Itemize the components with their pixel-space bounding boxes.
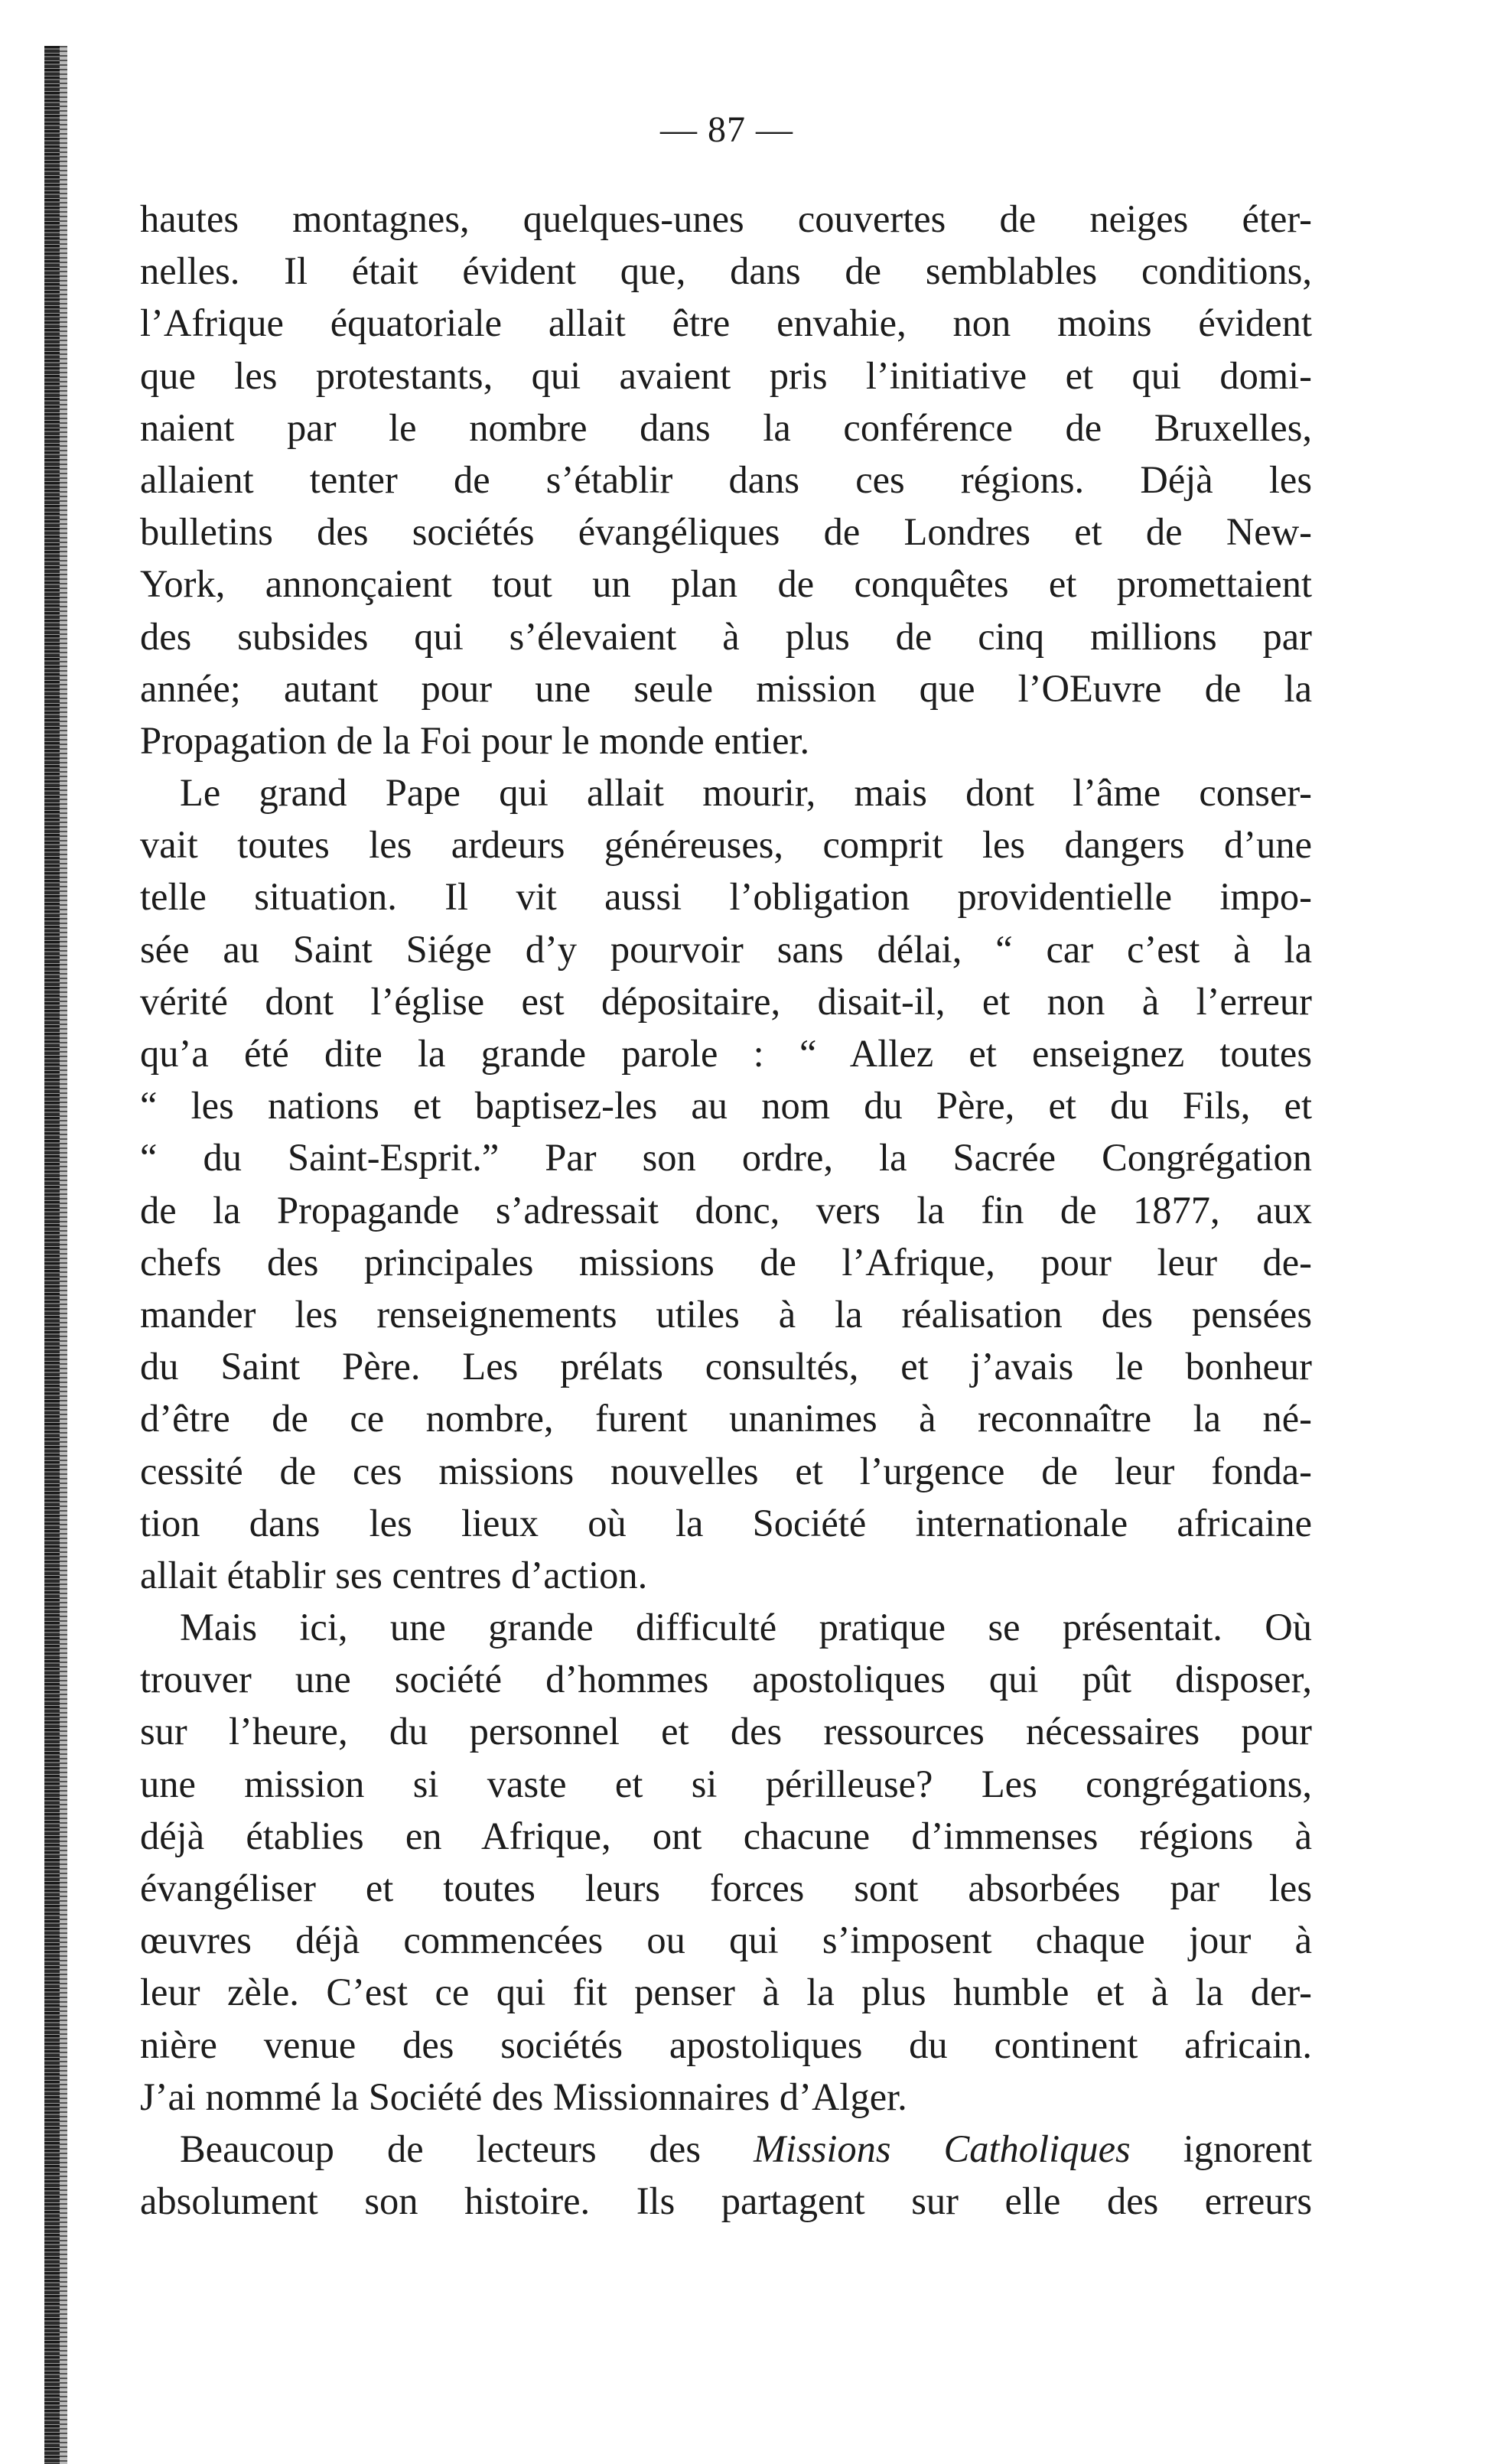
- text-line: des subsides qui s’élevaient à plus de cinq millions par: [140, 614, 1312, 658]
- text-line: l’Afrique équatoriale allait être envahie, non moins évident: [140, 301, 1312, 345]
- text-line: “ les nations et baptisez-les au nom du Père, et du Fils, et: [140, 1084, 1312, 1128]
- text-line: une mission si vaste et si périlleuse? Les congrégations,: [140, 1762, 1312, 1805]
- text-line: tion dans les lieux où la Société internationale africaine: [140, 1501, 1312, 1544]
- text-line: d’être de ce nombre, furent unanimes à reconnaître la né-: [140, 1397, 1312, 1440]
- text-line: allaient tenter de s’établir dans ces régions. Déjà les: [140, 457, 1312, 501]
- text-line: année; autant pour une seule mission que l’OEuvre de la: [140, 666, 1312, 710]
- text-run: Beaucoup de lecteurs des: [180, 2127, 754, 2170]
- text-line: mander les renseignements utiles à la réalisation des pensées: [140, 1292, 1312, 1336]
- text-line: J’ai nommé la Société des Missionnaires d’Alger.: [140, 2075, 907, 2118]
- text-line: Mais ici, une grande difficulté pratique se présentait. Où: [180, 1606, 1312, 1649]
- text-line: bulletins des sociétés évangéliques de Londres et de New-: [140, 510, 1312, 554]
- text-line: nière venue des sociétés apostoliques du continent africain.: [140, 2023, 1312, 2066]
- text-line: cessité de ces missions nouvelles et l’urgence de leur fonda-: [140, 1449, 1312, 1492]
- text-line: trouver une société d’hommes apostoliques qui pût disposer,: [140, 1658, 1312, 1701]
- text-line: évangéliser et toutes leurs forces sont absorbées par les: [140, 1867, 1312, 1909]
- paragraph: [140, 1601, 1312, 2123]
- text-line: telle situation. Il vit aussi l’obligation providentielle impo-: [140, 875, 1312, 919]
- text-line: absolument son histoire. Ils partagent sur elle des erreurs: [140, 2179, 1312, 2223]
- text-line: Propagation de la Foi pour le monde entier.: [140, 718, 810, 762]
- text-line: déjà établies en Afrique, ont chacune d’immenses régions à: [140, 1814, 1312, 1857]
- text-line: du Saint Père. Les prélats consultés, et j’avais le bonheur: [140, 1345, 1312, 1388]
- paragraph: [140, 193, 1312, 767]
- text-line: œuvres déjà commencées ou qui s’imposent chaque jour à: [140, 1919, 1312, 1962]
- text-line: naient par le nombre dans la conférence de Bruxelles,: [140, 405, 1312, 449]
- page-binding-edge: [44, 46, 67, 2464]
- text-line: York, annonçaient tout un plan de conquêtes et promettaient: [140, 562, 1312, 606]
- paragraph: [140, 2123, 1312, 2227]
- text-line: vérité dont l’église est dépositaire, disait-il, et non à l’erreur: [140, 979, 1312, 1023]
- text-line: qu’a été dite la grande parole : “ Allez et enseignez toutes: [140, 1032, 1312, 1075]
- text-line: sur l’heure, du personnel et des ressources nécessaires pour: [140, 1710, 1312, 1753]
- text-line: sée au Saint Siége d’y pourvoir sans délai, “ car c’est à la: [140, 927, 1312, 971]
- publication-title: Missions Catholiques: [753, 2127, 1131, 2170]
- body-text: [140, 193, 1312, 2227]
- paragraph: [140, 767, 1312, 1601]
- text-run: ignorent: [1130, 2127, 1312, 2170]
- text-line: Le grand Pape qui allait mourir, mais dont l’âme conser-: [180, 771, 1312, 815]
- text-line: que les protestants, qui avaient pris l’initiative et qui domi-: [140, 353, 1312, 397]
- text-line: vait toutes les ardeurs généreuses, comprit les dangers d’une: [140, 823, 1312, 867]
- text-line: [140, 2123, 1312, 2175]
- text-line: hautes montagnes, quelques-unes couvertes de neiges éter-: [140, 197, 1312, 240]
- text-line: de la Propagande s’adressait donc, vers la fin de 1877, aux: [140, 1188, 1312, 1232]
- text-line: allait établir ses centres d’action.: [140, 1553, 648, 1597]
- text-line: nelles. Il était évident que, dans de semblables conditions,: [140, 249, 1312, 293]
- text-line: chefs des principales missions de l’Afrique, pour leur de-: [140, 1240, 1312, 1284]
- text-line: leur zèle. C’est ce qui fit penser à la plus humble et à la der-: [140, 1971, 1312, 2014]
- page-number: — 87 —: [660, 109, 793, 150]
- text-line: “ du Saint-Esprit.” Par son ordre, la Sacrée Congrégation: [140, 1136, 1312, 1180]
